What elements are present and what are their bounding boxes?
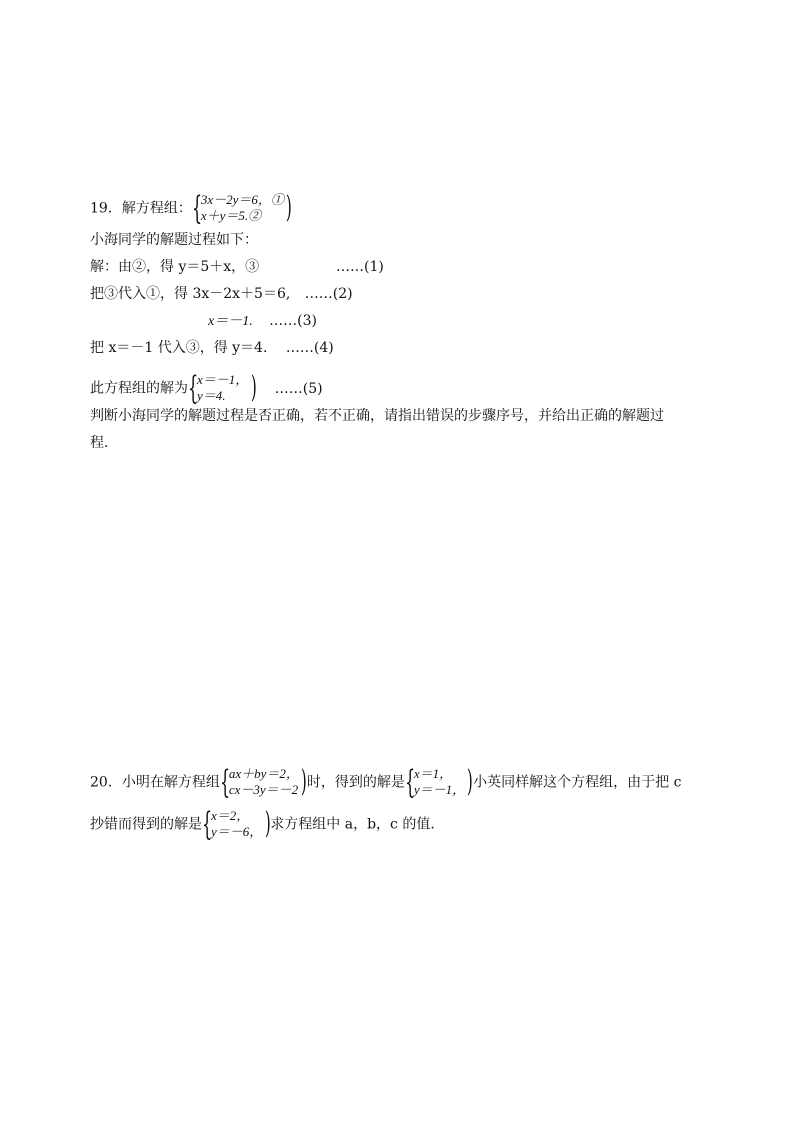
q20-equation-2: cx－3y＝－2 — [228, 782, 299, 797]
q20-equation-1: ax＋by＝2， — [228, 766, 299, 781]
q19-step-5-prefix: 此方程组的解为 — [90, 380, 188, 397]
q20-line2-prefix: 抄错而得到的解是 — [90, 816, 202, 833]
q19-step-5-tag: ……(5) — [274, 380, 323, 397]
q19-step-1 — [90, 257, 259, 277]
q20-solution-1: { x＝1， y＝－1， ) — [404, 763, 474, 801]
q19-prefix: 19．解方程组： — [90, 200, 192, 217]
q20-mid-text-1: 时，得到的解是 — [306, 774, 405, 791]
q19-equation-1: 3x－2y＝6，① — [200, 192, 284, 207]
q19-step-1-text: 解：由②，得 y＝5＋x，③ — [90, 259, 260, 275]
q19-step-2 — [90, 284, 353, 304]
q19-step-5 — [90, 369, 323, 407]
q19-step-2-tag: ……(2) — [304, 286, 353, 302]
q19-equation-system: { 3x－2y＝6，① x＋y＝5.② ) — [191, 189, 292, 227]
q20-equation-system: { ax＋by＝2， cx－3y＝－2 ) — [219, 763, 307, 801]
q19-question-line-1: 判断小海同学的解题过程是否正确，若不正确，请指出错误的步骤序号，并给出正确的解题过 — [90, 408, 664, 424]
q20-line2-suffix: 求方程组中 a，b，c 的值． — [270, 816, 445, 833]
q19-step-3 — [208, 311, 317, 332]
q19-step-1-tag: ……(1) — [336, 259, 384, 275]
q19-question-line-2: 程． — [90, 435, 118, 451]
q19-statement — [90, 189, 292, 227]
q20-prefix: 20．小明在解方程组 — [90, 774, 220, 791]
q19-solution-system: { x＝－1， y＝4. ) — [188, 369, 257, 407]
q19-step-3-text: x＝－1. — [208, 314, 253, 329]
q19-intro: 小海同学的解题过程如下： — [90, 232, 258, 248]
q20-solution-2-x: x＝2， — [211, 808, 250, 823]
q19-step-2-text: 把③代入①，得 3x－2x＋5＝6, — [90, 286, 291, 302]
q20-solution-1-x: x＝1， — [413, 766, 453, 781]
q20-solution-2: { x＝2， y＝－6， ) — [202, 805, 271, 843]
q19-step-3-tag: ……(3) — [269, 313, 318, 329]
q20-mid-text-2: 小英同样解这个方程组，由于把 c — [473, 774, 682, 791]
q20-statement-line-1 — [90, 763, 682, 801]
q20-statement-line-2 — [90, 805, 445, 843]
q20-solution-2-y: y＝－6， — [211, 824, 263, 839]
q19-solution-y: y＝4. — [197, 388, 226, 403]
q19-equation-2: x＋y＝5.② — [200, 208, 262, 223]
q19-step-4-tag: ……(4) — [285, 340, 334, 356]
q19-solution-x: x＝－1， — [197, 372, 249, 387]
q20-solution-1-y: y＝－1， — [413, 782, 466, 797]
q19-step-4 — [90, 338, 334, 358]
q19-step-4-text: 把 x＝－1 代入③，得 y＝4. — [90, 340, 268, 356]
